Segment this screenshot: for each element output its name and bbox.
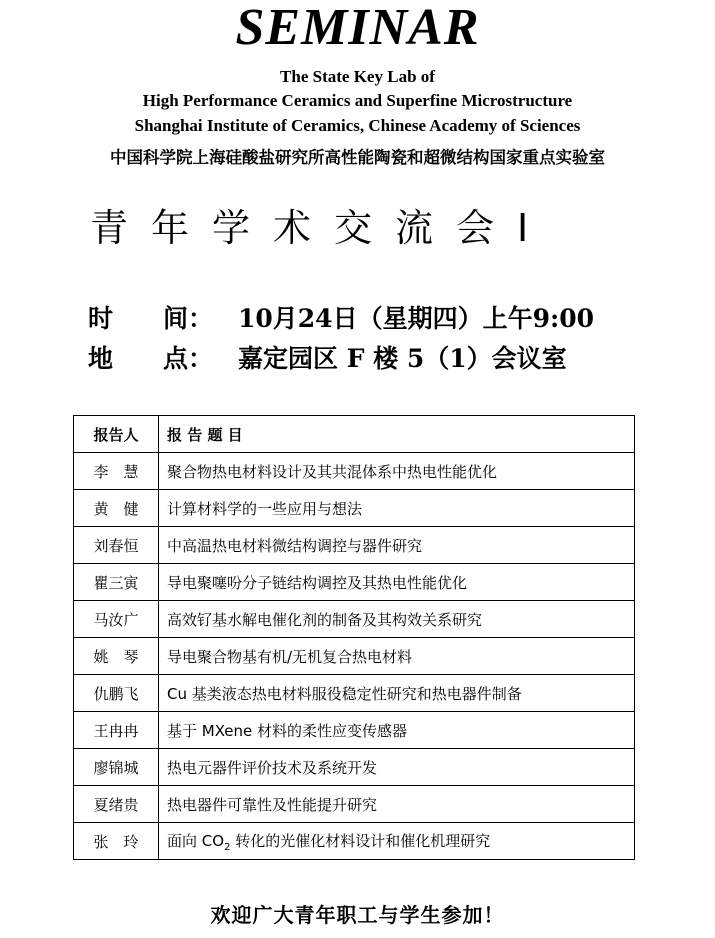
speaker-cell: 廖锦城 [74, 749, 159, 786]
lab-name-en-line-1: The State Key Lab of [280, 67, 435, 86]
table-row [74, 453, 635, 490]
lab-name-en-line-2: High Performance Ceramics and Superfine Microstructure [142, 91, 573, 110]
lab-name-cn: 中国科学院上海硅酸盐研究所高性能陶瓷和超微结构国家重点实验室 [110, 148, 605, 167]
speaker-cell: 张 玲 [74, 823, 159, 860]
schedule-table [73, 415, 635, 860]
table-row [74, 564, 635, 601]
place-row [88, 342, 567, 376]
topic-cell: 高效钌基水解电催化剂的制备及其构效关系研究 [159, 601, 635, 638]
topic-cell [159, 823, 635, 860]
topic-cell: 导电聚噻吩分子链结构调控及其热电性能优化 [159, 564, 635, 601]
speaker-cell: 王冉冉 [74, 712, 159, 749]
header-topic: 报 告 题 目 [159, 416, 635, 453]
place-label: 地 点： [88, 344, 214, 373]
table-row [74, 490, 635, 527]
topic-cell: Cu 基类液态热电材料服役稳定性研究和热电器件制备 [159, 675, 635, 712]
time-value: 10月24日（星期四）上午9:00 [238, 304, 594, 333]
speaker-cell: 马汝广 [74, 601, 159, 638]
table-row [74, 786, 635, 823]
table-row [74, 749, 635, 786]
time-label: 时 间： [88, 304, 214, 333]
table-row [74, 527, 635, 564]
speaker-cell: 瞿三寅 [74, 564, 159, 601]
speaker-cell: 黄 健 [74, 490, 159, 527]
topic-cell: 计算材料学的一些应用与想法 [159, 490, 635, 527]
table-row [74, 638, 635, 675]
header-speaker: 报告人 [74, 416, 159, 453]
place-value: 嘉定园区 F 楼 5（1）会议室 [238, 344, 567, 373]
topic-text-post: 转化的光催化材料设计和催化机理研究 [230, 831, 491, 850]
seminar-title: SEMINAR [235, 0, 480, 56]
topic-cell: 导电聚合物基有机/无机复合热电材料 [159, 638, 635, 675]
table-row [74, 601, 635, 638]
topic-cell: 热电元器件评价技术及系统开发 [159, 749, 635, 786]
topic-cell: 中高温热电材料微结构调控与器件研究 [159, 527, 635, 564]
table-header-row [74, 416, 635, 453]
speaker-cell: 李 慧 [74, 453, 159, 490]
topic-cell: 聚合物热电材料设计及其共混体系中热电性能优化 [159, 453, 635, 490]
welcome-footer: 欢迎广大青年职工与学生参加！ [210, 903, 505, 927]
topic-subscript: 2 [224, 841, 231, 853]
speaker-cell: 夏绪贵 [74, 786, 159, 823]
event-title: 青年学术交流会Ⅰ [90, 206, 552, 250]
topic-cell: 基于 MXene 材料的柔性应变传感器 [159, 712, 635, 749]
time-row [88, 302, 594, 336]
topic-cell: 热电器件可靠性及性能提升研究 [159, 786, 635, 823]
institute-name-en: Shanghai Institute of Ceramics, Chinese Academy of Sciences [134, 116, 581, 135]
topic-text-pre: 面向 CO [167, 831, 225, 850]
table-row [74, 712, 635, 749]
speaker-cell: 刘春恒 [74, 527, 159, 564]
speaker-cell: 仇鹏飞 [74, 675, 159, 712]
table-row [74, 823, 635, 860]
speaker-cell: 姚 琴 [74, 638, 159, 675]
table-row [74, 675, 635, 712]
